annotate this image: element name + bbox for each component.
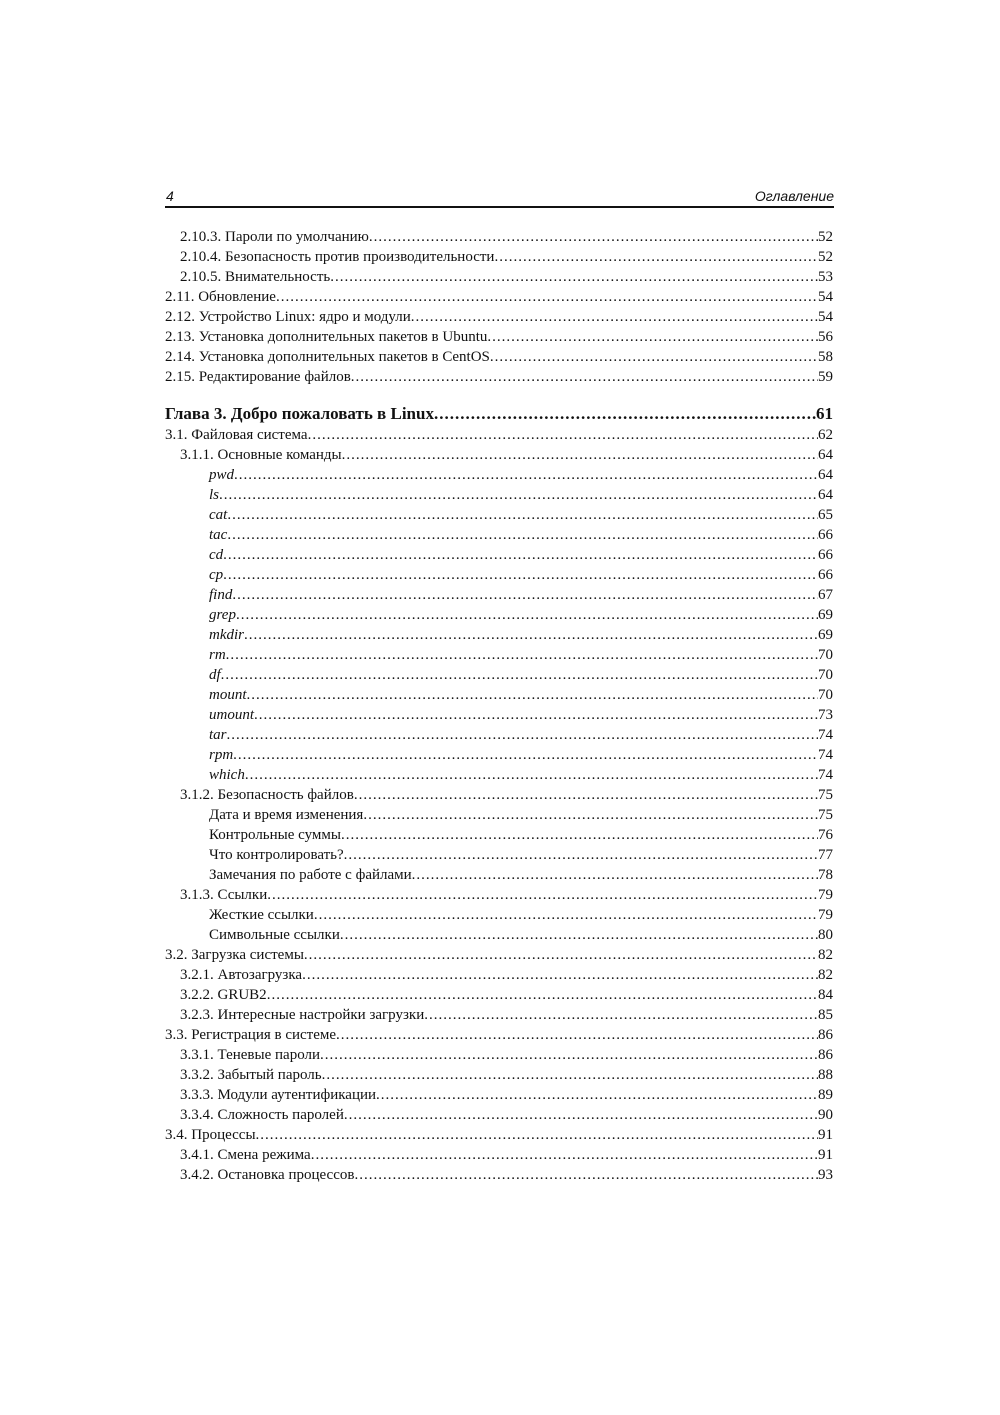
toc-entry-page: 84 <box>818 987 833 1003</box>
dot-leader <box>340 925 818 945</box>
toc-entry-page: 66 <box>818 567 833 583</box>
toc-entry[interactable] <box>165 347 833 367</box>
toc-entry-label: 2.14. Установка дополнительных пакетов в CentOS <box>165 349 490 365</box>
toc-entry-label: pwd <box>209 467 235 483</box>
toc-entry-label: Что контролировать? <box>209 847 344 863</box>
dot-leader <box>354 1165 818 1185</box>
toc-entry-page: 86 <box>818 1047 833 1063</box>
toc-entry-page: 70 <box>818 647 833 663</box>
toc-entry-label: 2.13. Установка дополнительных пакетов в Ubuntu <box>165 329 488 345</box>
toc-entry-label: 3.3.2. Забытый пароль <box>180 1067 322 1083</box>
toc-entry[interactable] <box>165 1145 833 1165</box>
toc-entry[interactable] <box>165 1025 833 1045</box>
dot-leader <box>363 805 818 825</box>
toc-entry-label: 3.2.1. Автозагрузка <box>180 967 303 983</box>
toc-entry-page: 67 <box>818 587 833 603</box>
dot-leader <box>341 825 818 845</box>
dot-leader <box>369 227 818 247</box>
dot-leader <box>276 287 818 307</box>
toc-entry[interactable] <box>165 267 833 287</box>
toc-entry-label: 3.3.4. Сложность паролей <box>180 1107 344 1123</box>
toc-entry[interactable] <box>165 565 833 585</box>
toc-entry-page: 74 <box>818 747 833 763</box>
dot-leader <box>267 985 818 1005</box>
toc-entry[interactable] <box>165 505 833 525</box>
toc-entry-page: 91 <box>818 1147 833 1163</box>
dot-leader <box>311 1145 818 1165</box>
toc-entry-label: 2.12. Устройство Linux: ядро и модули <box>165 309 411 325</box>
dot-leader <box>227 725 818 745</box>
toc-entry-label: 3.3. Регистрация в системе <box>165 1027 337 1043</box>
toc-entry-label: 3.1.3. Ссылки <box>180 887 268 903</box>
toc-entry-page: 80 <box>818 927 833 943</box>
dot-leader <box>336 1025 818 1045</box>
dot-leader <box>247 685 819 705</box>
dot-leader <box>344 845 818 865</box>
toc-entry[interactable] <box>165 705 833 725</box>
dot-leader <box>227 525 818 545</box>
toc-entry-label: rm <box>209 647 226 663</box>
toc-entry[interactable] <box>165 725 833 745</box>
dot-leader <box>256 1125 818 1145</box>
toc-entry-label: 3.4.2. Остановка процессов <box>180 1167 355 1183</box>
dot-leader <box>244 625 818 645</box>
dot-leader <box>351 367 818 387</box>
toc-entry[interactable] <box>165 925 833 945</box>
toc-entry[interactable] <box>165 1065 833 1085</box>
toc-entry-label: 3.3.3. Модули аутентификации <box>180 1087 377 1103</box>
toc-entry-page: 70 <box>818 667 833 683</box>
toc-entry-page: 66 <box>818 527 833 543</box>
toc-entry[interactable] <box>165 485 833 505</box>
toc-entry[interactable] <box>165 1085 833 1105</box>
dot-leader <box>434 403 816 425</box>
toc-entry-label: cd <box>209 547 224 563</box>
toc-entry[interactable] <box>165 785 833 805</box>
toc-entry-page: 53 <box>818 269 833 285</box>
toc-entry[interactable] <box>165 645 833 665</box>
toc-entry-page: 64 <box>818 447 833 463</box>
toc-entry-label: tar <box>209 727 227 743</box>
toc-entry-label: Замечания по работе с файлами <box>209 867 412 883</box>
header-title: Оглавление <box>754 188 834 204</box>
toc-entry-label: ls <box>209 487 220 503</box>
toc-entry-label: df <box>209 667 221 683</box>
toc-entry-page: 78 <box>818 867 833 883</box>
toc-entry-label: Контрольные суммы <box>209 827 341 843</box>
toc-entry-page: 52 <box>818 249 833 265</box>
toc-entry[interactable] <box>165 605 833 625</box>
dot-leader <box>344 1105 818 1125</box>
dot-leader <box>221 665 818 685</box>
toc-entry-label: which <box>209 767 245 783</box>
toc-entry-page: 89 <box>818 1087 833 1103</box>
running-header <box>165 186 834 208</box>
dot-leader <box>411 307 818 327</box>
toc-entry[interactable] <box>165 327 833 347</box>
dot-leader <box>267 885 818 905</box>
toc-entry-label: cat <box>209 507 228 523</box>
dot-leader <box>233 745 818 765</box>
toc-entry[interactable] <box>165 1105 833 1125</box>
toc-entry[interactable] <box>165 765 833 785</box>
toc-entry-label: mkdir <box>209 627 244 643</box>
dot-leader <box>223 565 818 585</box>
toc-entry-page: 69 <box>818 607 833 623</box>
dot-leader <box>494 247 818 267</box>
toc-entry-page: 75 <box>818 807 833 823</box>
toc-entry[interactable] <box>165 945 833 965</box>
dot-leader <box>376 1085 818 1105</box>
toc-entry-label: Жесткие ссылки <box>209 907 314 923</box>
toc-entry-page: 90 <box>818 1107 833 1123</box>
toc-entry[interactable] <box>165 745 833 765</box>
toc-entry-page: 79 <box>818 887 833 903</box>
toc-entry-page: 61 <box>816 404 833 423</box>
dot-leader <box>245 765 818 785</box>
toc-entry[interactable] <box>165 247 833 267</box>
toc-entry-label: rpm <box>209 747 234 763</box>
toc-entry[interactable] <box>165 307 833 327</box>
toc-entry[interactable] <box>165 1165 833 1185</box>
toc-entry-page: 54 <box>818 289 833 305</box>
toc-entry-label: mount <box>209 687 247 703</box>
dot-leader <box>236 605 818 625</box>
toc-entry[interactable] <box>165 825 833 845</box>
dot-leader <box>412 865 818 885</box>
toc-entry-label: find <box>209 587 233 603</box>
dot-leader <box>302 965 818 985</box>
toc-entry-page: 52 <box>818 229 833 245</box>
toc-entry-label: 3.1. Файловая система <box>165 427 308 443</box>
toc-entry[interactable] <box>165 465 833 485</box>
toc-entry[interactable] <box>165 665 833 685</box>
dot-leader <box>223 545 818 565</box>
toc-entry-page: 64 <box>818 487 833 503</box>
dot-leader <box>232 585 818 605</box>
dot-leader <box>219 485 818 505</box>
toc-entry-page: 77 <box>818 847 833 863</box>
toc-entry-page: 91 <box>818 1127 833 1143</box>
toc-entry-page: 62 <box>818 427 833 443</box>
toc-entry[interactable] <box>165 227 833 247</box>
dot-leader <box>354 785 818 805</box>
dot-leader <box>322 1065 818 1085</box>
dot-leader <box>227 505 818 525</box>
dot-leader <box>342 445 818 465</box>
toc-entry-label: 3.4.1. Смена режима <box>180 1147 311 1163</box>
toc-entry[interactable] <box>165 845 833 865</box>
toc-entry[interactable] <box>165 425 833 445</box>
toc-entry-label: 3.3.1. Теневые пароли <box>180 1047 321 1063</box>
toc-entry-label: 2.10.5. Внимательность <box>180 269 331 285</box>
toc-entry-label: umount <box>209 707 254 723</box>
toc-entry-label: 3.2.2. GRUB2 <box>180 987 267 1003</box>
toc-entry-page: 59 <box>818 369 833 385</box>
toc-entry-page: 70 <box>818 687 833 703</box>
toc-entry[interactable] <box>165 1045 833 1065</box>
toc-entry-page: 82 <box>818 967 833 983</box>
dot-leader <box>226 645 818 665</box>
toc-entry-page: 66 <box>818 547 833 563</box>
toc-entry-label: Глава 3. Добро пожаловать в Linux <box>165 404 434 423</box>
toc-entry[interactable] <box>165 625 833 645</box>
toc-entry[interactable] <box>165 885 833 905</box>
toc-entry[interactable] <box>165 287 833 307</box>
toc-entry[interactable] <box>165 985 833 1005</box>
toc-entry-label: cp <box>209 567 224 583</box>
toc-entry-page: 65 <box>818 507 833 523</box>
toc-entry[interactable] <box>165 445 833 465</box>
toc-entry-page: 76 <box>818 827 833 843</box>
toc-entry[interactable] <box>165 525 833 545</box>
dot-leader <box>424 1005 818 1025</box>
toc-entry-label: 2.10.3. Пароли по умолчанию <box>180 229 369 245</box>
toc-entry-label: 3.1.1. Основные команды <box>180 447 342 463</box>
dot-leader <box>234 465 818 485</box>
dot-leader <box>487 327 818 347</box>
toc-entry-label: 3.2. Загрузка системы <box>165 947 304 963</box>
dot-leader <box>304 945 818 965</box>
toc-entry-page: 93 <box>818 1167 833 1183</box>
toc-entry-page: 82 <box>818 947 833 963</box>
toc-entry-label: 3.4. Процессы <box>165 1127 256 1143</box>
toc-entry-label: Дата и время изменения <box>209 807 364 823</box>
toc-entry[interactable] <box>165 905 833 925</box>
toc-entry[interactable] <box>165 1125 833 1145</box>
page-number: 4 <box>166 188 174 204</box>
toc-entry-page: 75 <box>818 787 833 803</box>
toc-entry[interactable] <box>165 1005 833 1025</box>
toc-entry-page: 88 <box>818 1067 833 1083</box>
toc-entry[interactable] <box>165 545 833 565</box>
dot-leader <box>314 905 818 925</box>
toc-entry-label: 2.10.4. Безопасность против производительности <box>180 249 495 265</box>
toc-entry[interactable] <box>165 805 833 825</box>
toc-entry-page: 85 <box>818 1007 833 1023</box>
toc-entry-label: Символьные ссылки <box>209 927 340 943</box>
toc-entry-page: 64 <box>818 467 833 483</box>
toc-entry[interactable] <box>165 685 833 705</box>
dot-leader <box>254 705 818 725</box>
toc-entry-label: 2.11. Обновление <box>165 289 276 305</box>
toc-entry[interactable] <box>165 865 833 885</box>
toc-chapter[interactable] <box>165 403 833 425</box>
toc-entry-page: 74 <box>818 727 833 743</box>
toc-entry-page: 73 <box>818 707 833 723</box>
toc-entry-page: 69 <box>818 627 833 643</box>
dot-leader <box>308 425 818 445</box>
toc-entry-page: 54 <box>818 309 833 325</box>
toc-entry-page: 74 <box>818 767 833 783</box>
toc-entry-label: grep <box>209 607 236 623</box>
toc-entry-label: 3.2.3. Интересные настройки загрузки <box>180 1007 425 1023</box>
toc-entry[interactable] <box>165 965 833 985</box>
dot-leader <box>330 267 818 287</box>
toc-entry-page: 56 <box>818 329 833 345</box>
toc-entry-page: 58 <box>818 349 833 365</box>
toc-entry-label: tac <box>209 527 228 543</box>
toc-entry-page: 86 <box>818 1027 833 1043</box>
toc-entry-label: 2.15. Редактирование файлов <box>165 369 351 385</box>
table-of-contents <box>165 227 833 1185</box>
toc-entry[interactable] <box>165 367 833 387</box>
dot-leader <box>490 347 818 367</box>
toc-entry[interactable] <box>165 585 833 605</box>
toc-entry-label: 3.1.2. Безопасность файлов <box>180 787 354 803</box>
toc-entry-page: 79 <box>818 907 833 923</box>
dot-leader <box>320 1045 818 1065</box>
